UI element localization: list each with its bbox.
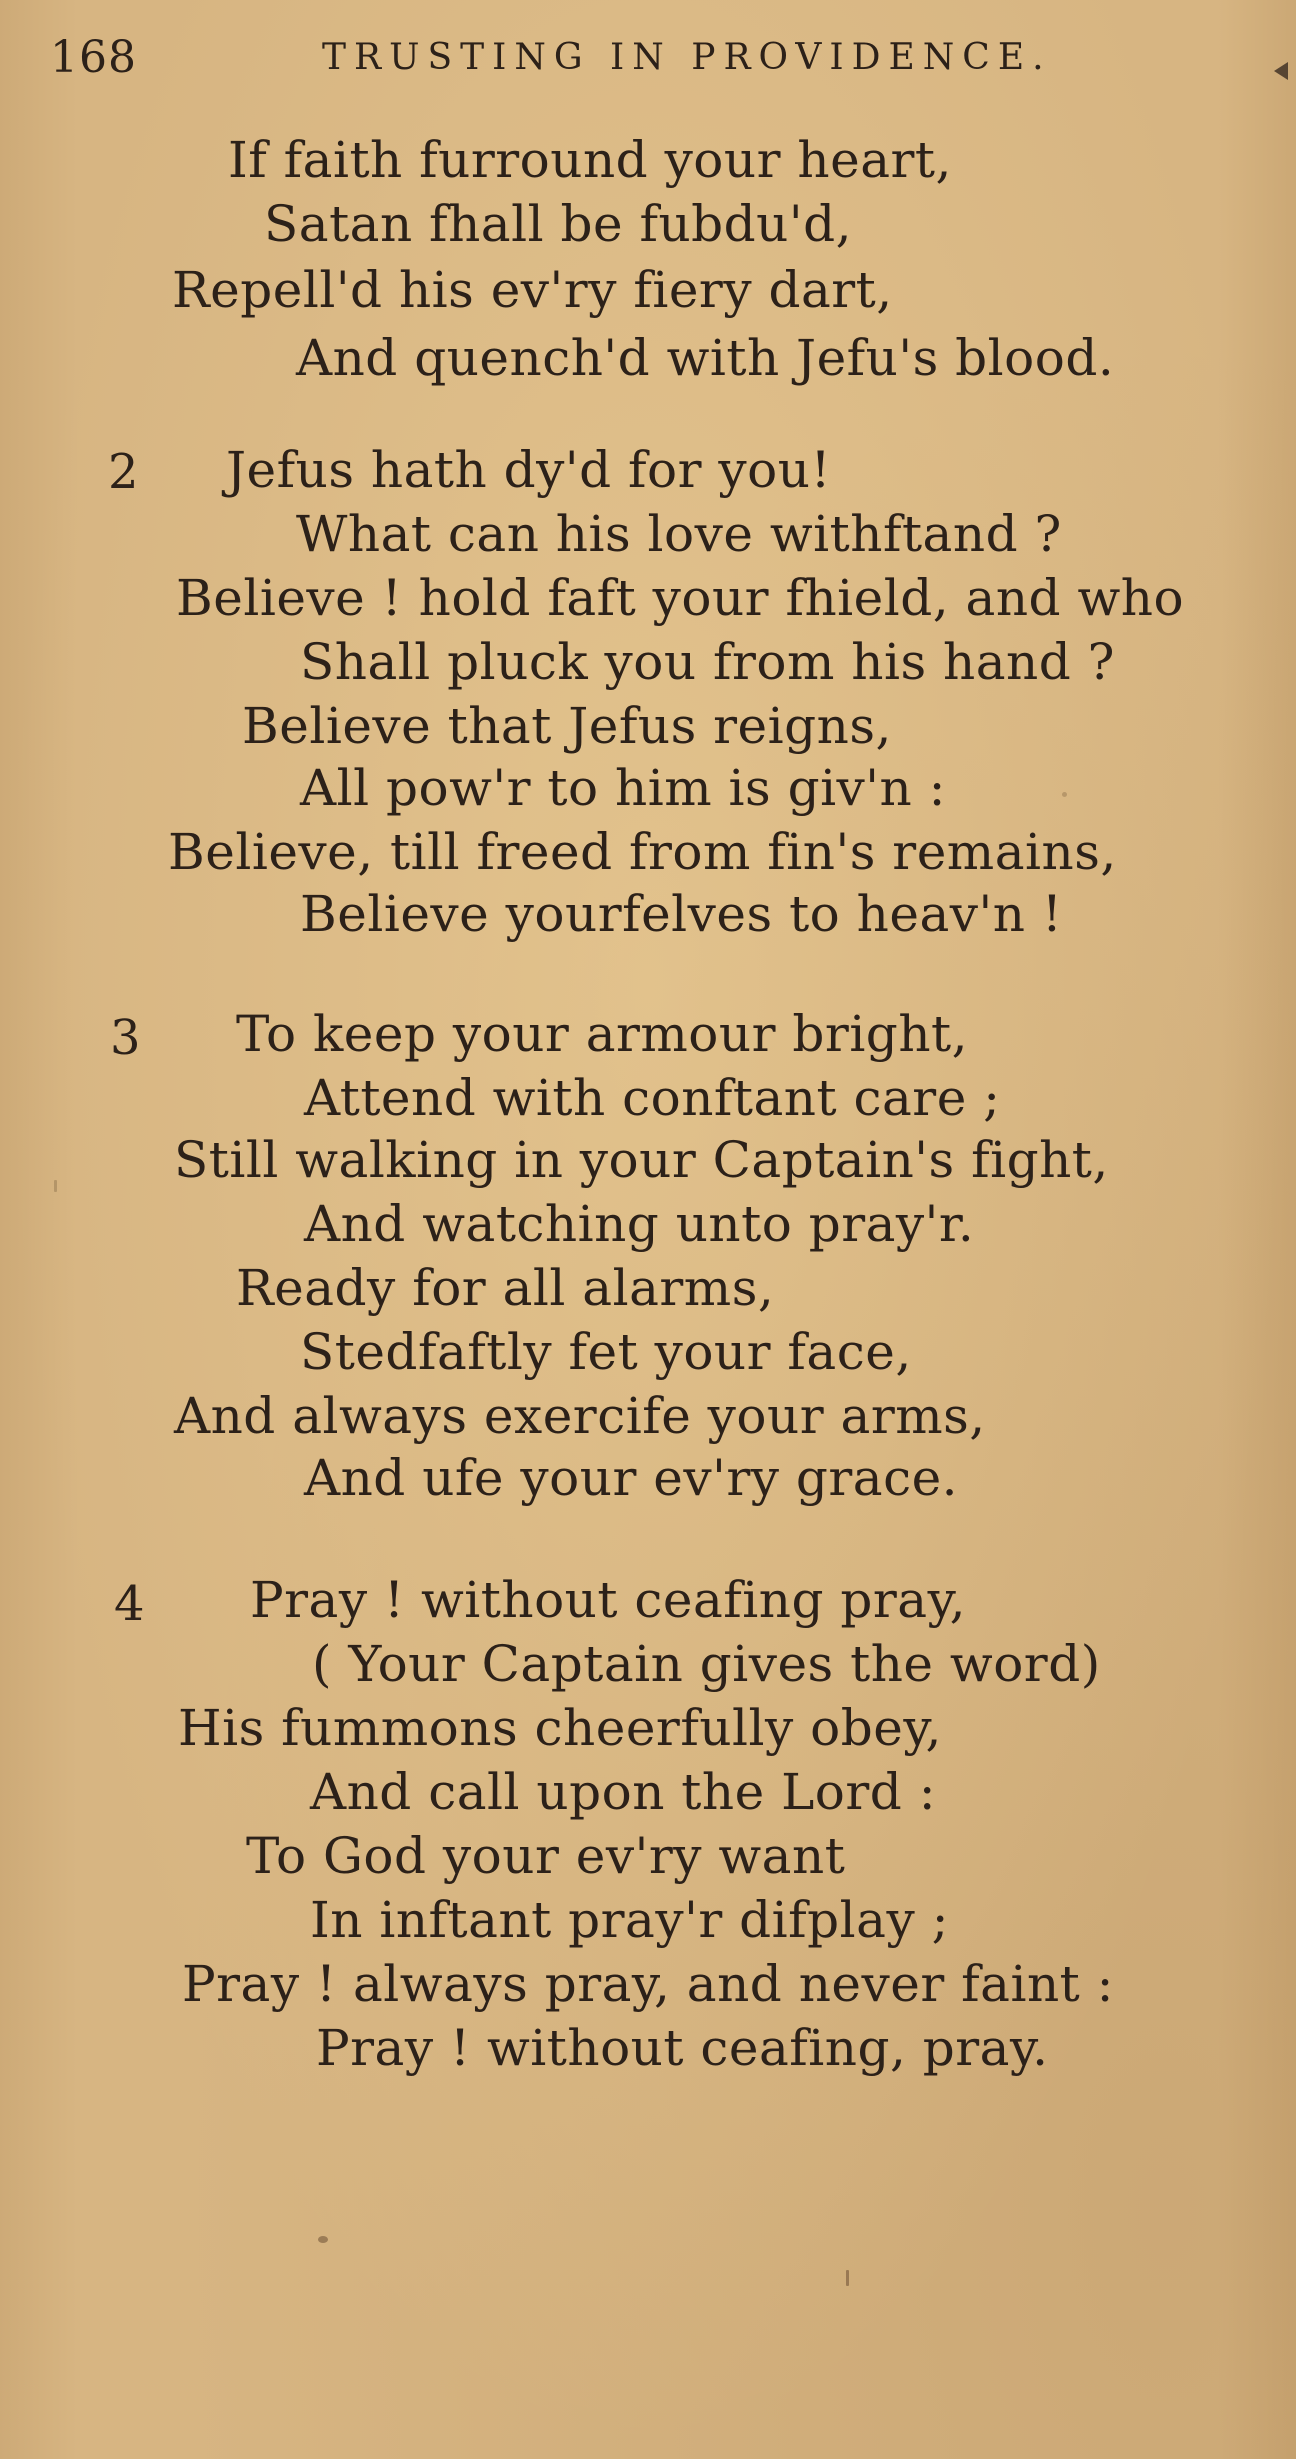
verse-line: And call upon the Lord :	[310, 1763, 937, 1821]
verse-line: Believe yourfelves to heav'n !	[300, 885, 1063, 943]
verse-line: If faith furround your heart,	[228, 131, 952, 189]
verse-number: 2	[108, 444, 139, 500]
verse-line: Pray ! without ceafing, pray.	[316, 2019, 1049, 2077]
verse-line: And quench'd with Jefu's blood.	[296, 329, 1115, 387]
page-edge-mark	[1274, 62, 1288, 80]
verse-line: Still walking in your Captain's fight,	[174, 1131, 1109, 1189]
verse-line: To keep your armour bright,	[236, 1005, 969, 1063]
verse-line: ( Your Captain gives the word)	[312, 1635, 1101, 1693]
verse-line: Believe, till freed from fin's remains,	[168, 823, 1117, 881]
verse-line: And always exercife your arms,	[174, 1387, 986, 1445]
verse-line: Jefus hath dy'd for you!	[226, 441, 832, 499]
verse-line: Pray ! always pray, and never faint :	[182, 1955, 1114, 2013]
verse-line: Believe ! hold faft your fhield, and who	[176, 569, 1185, 627]
verse-number: 4	[114, 1576, 145, 1632]
verse-line: Shall pluck you from his hand ?	[300, 633, 1115, 691]
verse-line: Stedfaftly fet your face,	[300, 1323, 912, 1381]
running-title: TRUSTING IN PROVIDENCE.	[322, 37, 1052, 78]
verse-line: Believe that Jefus reigns,	[242, 697, 892, 755]
verse-line: Satan fhall be fubdu'd,	[264, 195, 853, 253]
verse-line: Attend with conftant care ;	[304, 1069, 1001, 1127]
verse-line: Pray ! without ceafing pray,	[250, 1571, 967, 1629]
verse-line: Repell'd his ev'ry fiery dart,	[172, 261, 893, 319]
verse-line: In inftant pray'r difplay ;	[310, 1891, 949, 1949]
paper-speck	[1062, 792, 1067, 797]
verse-line: And watching unto pray'r.	[304, 1195, 975, 1253]
paper-speck	[54, 1180, 57, 1192]
verse-line: His fummons cheerfully obey,	[178, 1699, 942, 1757]
verse-line: All pow'r to him is giv'n :	[300, 759, 946, 817]
paper-speck	[318, 2236, 328, 2243]
verse-line: Ready for all alarms,	[236, 1259, 775, 1317]
page-header	[50, 28, 1100, 88]
verse-line: To God your ev'ry want	[246, 1827, 846, 1885]
verse-number: 3	[110, 1010, 141, 1066]
page-number: 168	[50, 32, 137, 83]
verse-line: What can his love withftand ?	[296, 505, 1062, 563]
paper-speck	[846, 2270, 849, 2286]
verse-line: And ufe your ev'ry grace.	[304, 1449, 959, 1507]
